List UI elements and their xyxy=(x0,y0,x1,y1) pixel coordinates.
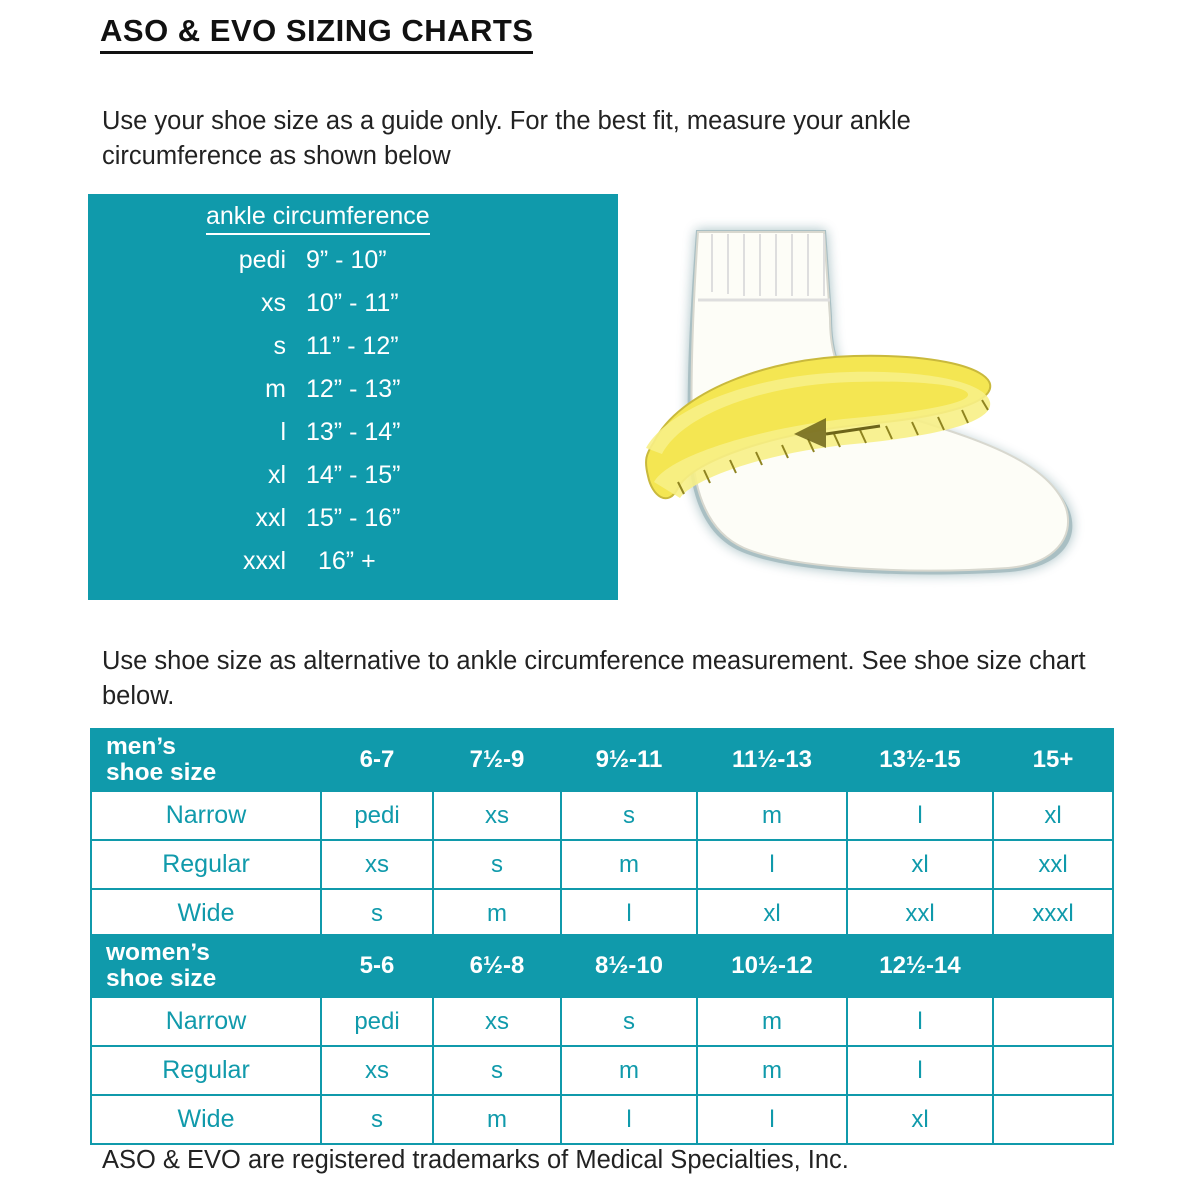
table-cell: xl xyxy=(993,791,1113,840)
column-header: 12½-14 xyxy=(847,935,993,997)
table-cell: xs xyxy=(433,997,561,1046)
mens-header-line1: men’s xyxy=(106,732,176,760)
table-cell: m xyxy=(697,1046,847,1095)
table-row xyxy=(91,935,1113,997)
list-item xyxy=(88,504,618,547)
table-cell: l xyxy=(697,1095,847,1144)
ankle-circumference-rows xyxy=(88,246,618,590)
table-cell: s xyxy=(321,889,433,938)
table-cell: l xyxy=(847,997,993,1046)
list-item xyxy=(88,461,618,504)
table-cell: m xyxy=(561,840,697,889)
table-cell: xs xyxy=(321,840,433,889)
table-cell: xxxl xyxy=(993,889,1113,938)
row-label: Narrow xyxy=(91,997,321,1046)
ankle-size-range: 11” - 12” xyxy=(306,332,399,360)
secondary-paragraph: Use shoe size as alternative to ankle circumference measurement. See shoe size chart below. xyxy=(102,647,1086,711)
table-cell: l xyxy=(697,840,847,889)
table-cell: s xyxy=(321,1095,433,1144)
ankle-size-label: xl xyxy=(267,461,286,489)
trademark-footer: ASO & EVO are registered trademarks of Medical Specialties, Inc. xyxy=(102,1146,849,1174)
list-item xyxy=(88,246,618,289)
womens-shoe-size-header xyxy=(91,935,321,997)
column-header: 6½-8 xyxy=(433,935,561,997)
ankle-size-range: 10” - 11” xyxy=(306,289,399,317)
table-row xyxy=(91,1095,1113,1144)
table-cell: pedi xyxy=(321,791,433,840)
ankle-circumference-panel xyxy=(88,194,618,600)
row-label: Regular xyxy=(91,1046,321,1095)
ankle-size-range: 15” - 16” xyxy=(306,504,401,532)
table-cell: xs xyxy=(321,1046,433,1095)
foot-with-tape-measure-illustration xyxy=(618,196,1088,596)
table-cell: m xyxy=(433,1095,561,1144)
womens-header-line2: shoe size xyxy=(106,965,217,992)
table-cell: l xyxy=(847,791,993,840)
ankle-size-range: 16” + xyxy=(318,547,376,575)
table-cell: xl xyxy=(847,840,993,889)
column-header: 7½-9 xyxy=(433,729,561,791)
ankle-size-label: pedi xyxy=(238,246,286,274)
ankle-size-range: 13” - 14” xyxy=(306,418,401,446)
ankle-size-range: 14” - 15” xyxy=(306,461,401,489)
womens-header-line1: women’s xyxy=(106,938,210,966)
table-cell: xxl xyxy=(993,840,1113,889)
column-header: 11½-13 xyxy=(697,729,847,791)
list-item xyxy=(88,547,618,590)
ankle-size-label: xs xyxy=(261,289,286,317)
ankle-size-range: 12” - 13” xyxy=(306,375,401,403)
table-row xyxy=(91,791,1113,840)
row-label: Wide xyxy=(91,1095,321,1144)
table-row xyxy=(91,1046,1113,1095)
table-cell xyxy=(993,1046,1113,1095)
table-cell: pedi xyxy=(321,997,433,1046)
table-cell: s xyxy=(433,840,561,889)
intro-paragraph: Use your shoe size as a guide only. For the best fit, measure your ankle circumference as shown below xyxy=(102,107,911,171)
ankle-size-label: s xyxy=(273,332,286,360)
page-title: ASO & EVO SIZING CHARTS xyxy=(100,14,533,54)
column-header xyxy=(993,935,1113,997)
table-cell xyxy=(993,997,1113,1046)
column-header: 10½-12 xyxy=(697,935,847,997)
ankle-size-label: xxl xyxy=(255,504,286,532)
table-cell: xxl xyxy=(847,889,993,938)
ankle-size-range: 9” - 10” xyxy=(306,246,387,274)
row-label: Narrow xyxy=(91,791,321,840)
list-item xyxy=(88,289,618,332)
mens-shoe-size-table xyxy=(90,728,1114,939)
column-header: 13½-15 xyxy=(847,729,993,791)
table-cell: m xyxy=(561,1046,697,1095)
table-cell: l xyxy=(561,889,697,938)
table-cell: m xyxy=(433,889,561,938)
table-cell: s xyxy=(433,1046,561,1095)
table-cell: m xyxy=(697,997,847,1046)
table-row xyxy=(91,889,1113,938)
table-cell: xl xyxy=(697,889,847,938)
womens-shoe-size-table xyxy=(90,934,1114,1145)
table-row xyxy=(91,997,1113,1046)
table-cell: s xyxy=(561,997,697,1046)
table-row xyxy=(91,840,1113,889)
mens-shoe-size-header xyxy=(91,729,321,791)
column-header: 5-6 xyxy=(321,935,433,997)
column-header: 9½-11 xyxy=(561,729,697,791)
ankle-size-label: m xyxy=(265,375,286,403)
column-header: 15+ xyxy=(993,729,1113,791)
list-item xyxy=(88,332,618,375)
column-header: 6-7 xyxy=(321,729,433,791)
list-item xyxy=(88,418,618,461)
table-cell: m xyxy=(697,791,847,840)
table-cell xyxy=(993,1095,1113,1144)
table-row xyxy=(91,729,1113,791)
list-item xyxy=(88,375,618,418)
mens-header-line2: shoe size xyxy=(106,759,217,786)
column-header: 8½-10 xyxy=(561,935,697,997)
table-cell: l xyxy=(847,1046,993,1095)
ankle-circumference-header: ankle circumference xyxy=(206,202,430,235)
ankle-size-label: xxxl xyxy=(242,547,286,575)
row-label: Wide xyxy=(91,889,321,938)
table-cell: s xyxy=(561,791,697,840)
table-cell: xl xyxy=(847,1095,993,1144)
table-cell: l xyxy=(561,1095,697,1144)
row-label: Regular xyxy=(91,840,321,889)
table-cell: xs xyxy=(433,791,561,840)
ankle-size-label: l xyxy=(280,418,286,446)
